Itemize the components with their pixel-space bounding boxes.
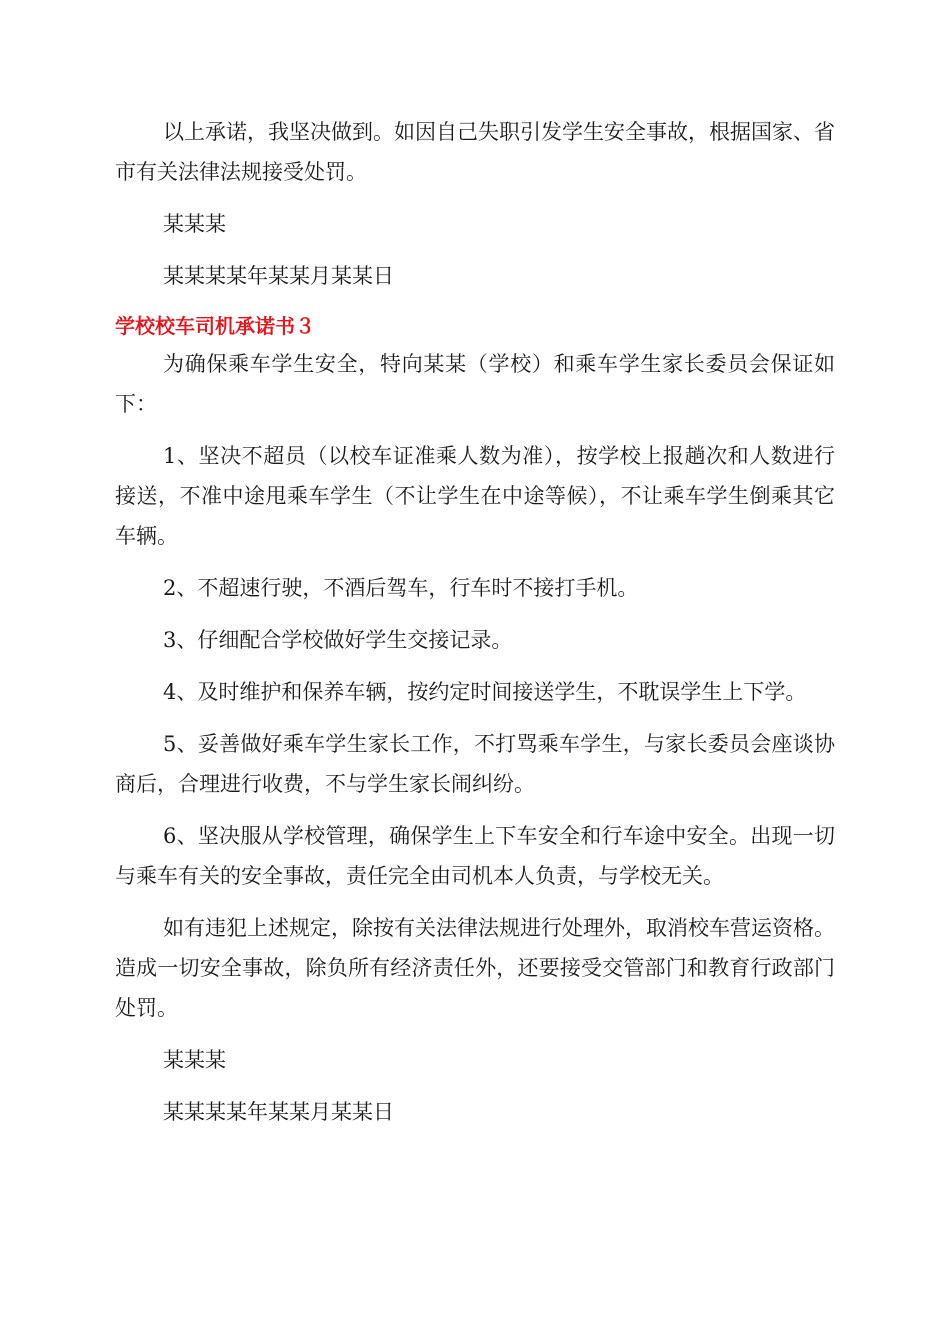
signature-date: 某某某某年某某月某某日 — [163, 264, 394, 288]
body-paragraph-penalty: 如有违犯上述规定，除按有关法律法规进行处理外，取消校车营运资格。造成一切安全事故，除负所有经济责任外，还要接受交管部门和教育行政部门处罚。 — [115, 916, 835, 1020]
body-paragraph-6: 6、坚决服从学校管理，确保学生上下车安全和行车途中安全。出现一切与乘车有关的安全事故，责任完全由司机本人负责，与学校无关。 — [115, 824, 835, 888]
body-paragraph-3: 3、仔细配合学校做好学生交接记录。 — [163, 628, 513, 652]
body-paragraph-2: 2、不超速行驶，不酒后驾车，行车时不接打手机。 — [163, 576, 639, 600]
body-paragraph-intro: 为确保乘车学生安全，特向某某（学校）和乘车学生家长委员会保证如下： — [115, 352, 835, 416]
signature-name: 某某某 — [163, 212, 226, 236]
section-title: 学校校车司机承诺书３ — [115, 314, 315, 338]
footer-signature-name: 某某某 — [163, 1048, 226, 1072]
body-paragraph-4: 4、及时维护和保养车辆，按约定时间接送学生，不耽误学生上下学。 — [163, 680, 807, 704]
body-paragraph-5: 5、妥善做好乘车学生家长工作，不打骂乘车学生，与家长委员会座谈协商后，合理进行收费，不与学生家长闹纠纷。 — [115, 732, 835, 796]
closing-paragraph: 以上承诺，我坚决做到。如因自己失职引发学生安全事故，根据国家、省市有关法律法规接受处罚。 — [115, 120, 835, 184]
footer-signature-date: 某某某某年某某月某某日 — [163, 1100, 394, 1124]
body-paragraph-1: 1、坚决不超员（以校车证准乘人数为准），按学校上报趟次和人数进行接送，不准中途甩乘车学生（不让学生在中途等候），不让乘车学生倒乘其它车辆。 — [115, 444, 835, 548]
document-page — [115, 112, 835, 1132]
